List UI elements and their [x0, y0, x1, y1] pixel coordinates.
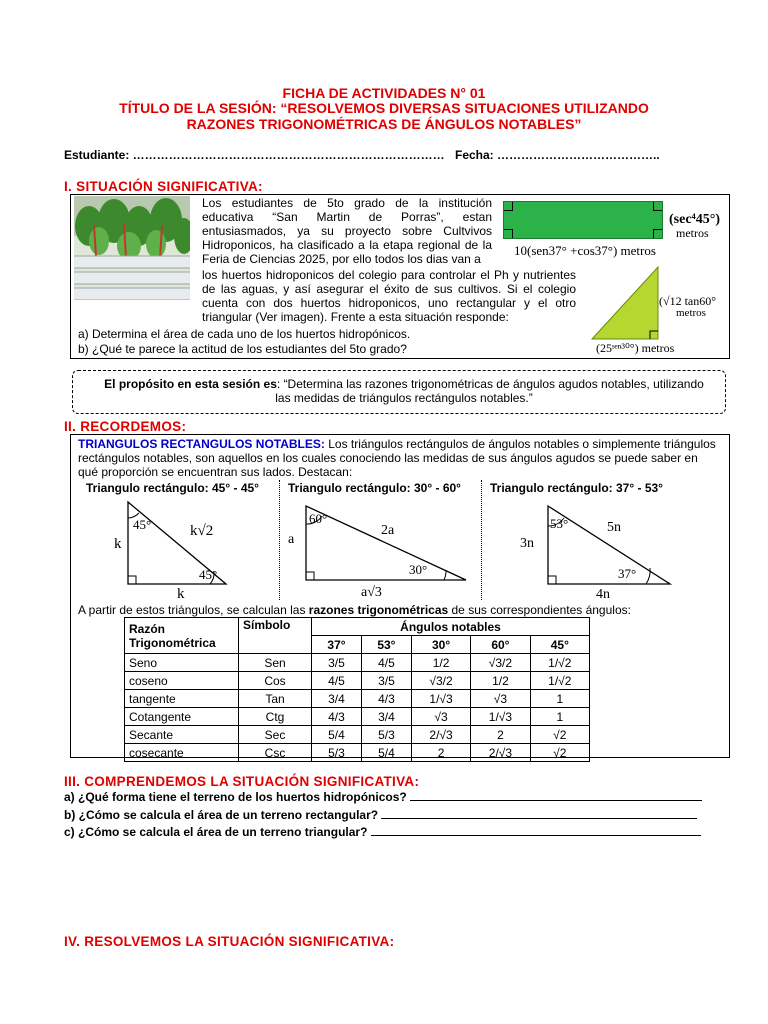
- angle-header: 60°: [471, 636, 530, 654]
- rect-side-unit: metros: [676, 226, 709, 240]
- section-1-title: I. SITUACIÓN SIGNIFICATIVA:: [64, 179, 263, 194]
- tri2-side-bottom: a√3: [361, 585, 382, 600]
- question-c-text: c) ¿Cómo se calcula el área de un terreno triangular?: [64, 825, 368, 839]
- table-row: [125, 654, 590, 672]
- tri-side-unit: metros: [676, 307, 706, 319]
- section-3-title: III. COMPRENDEMOS LA SITUACIÓN SIGNIFICATIVA:: [64, 774, 420, 789]
- tri2-angle-bottom: 30°: [409, 562, 428, 577]
- ratio-value: 1/√3: [471, 708, 530, 726]
- purpose-body: : “Determina las razones trigonométricas de ángulos agudos notables, utilizando las medidas de triángulos rectángulos notables.”: [275, 377, 704, 405]
- tri2-side-left: a: [288, 532, 295, 547]
- student-field: Estudiante: ……………………………………………………………………: [64, 148, 445, 162]
- tri1-hypotenuse: k√2: [190, 523, 214, 539]
- section-4-title: IV. RESOLVEMOS LA SITUACIÓN SIGNIFICATIVA:: [64, 934, 395, 949]
- table-intro-bold: razones trigonométricas: [308, 603, 449, 617]
- tri3-angle-top: 53°: [550, 516, 569, 531]
- angle-header: 53°: [361, 636, 411, 654]
- session-title: TÍTULO DE LA SESIÓN: “RESOLVEMOS DIVERSAS SITUACIONES UTILIZANDO: [119, 100, 649, 116]
- divider: [279, 480, 281, 600]
- tri2-hypotenuse: 2a: [381, 523, 395, 538]
- header-simbolo: Símbolo: [239, 618, 312, 654]
- ratio-value: 3/4: [361, 708, 411, 726]
- table-row: [125, 672, 590, 690]
- rect-side-label: (sec⁴45°): [669, 212, 720, 227]
- notable-triangles-intro: [78, 437, 718, 479]
- ratio-value: 1: [530, 708, 589, 726]
- header-angulos: Ángulos notables: [312, 618, 590, 636]
- ratio-value: √3/2: [471, 654, 530, 672]
- sheet-title: FICHA DE ACTIVIDADES N° 01: [282, 85, 486, 101]
- comprehension-question-c: [64, 825, 701, 839]
- triangle-37-53: [540, 496, 680, 611]
- ratio-value: 1/√2: [530, 672, 589, 690]
- answer-line-c[interactable]: [371, 835, 701, 836]
- table-intro-post: de sus correspondientes ángulos:: [448, 603, 631, 617]
- question-b: b) ¿Qué te parece la actitud de los estudiantes del 5to grado?: [78, 342, 407, 356]
- ratio-name: tangente: [125, 690, 239, 708]
- tri1-angle-bottom: 45°: [199, 567, 218, 582]
- ratio-value: 4/5: [361, 654, 411, 672]
- angle-header: 37°: [312, 636, 362, 654]
- ratio-value: 5/3: [361, 726, 411, 744]
- angle-header: 45°: [530, 636, 589, 654]
- ratio-value: 3/5: [312, 654, 362, 672]
- answer-line-a[interactable]: [410, 800, 702, 801]
- ratio-symbol: Ctg: [239, 708, 312, 726]
- ratio-name: cosecante: [125, 744, 239, 762]
- ratio-value: 4/3: [312, 708, 362, 726]
- tri-37-53-title: Triangulo rectángulo: 37° - 53°: [490, 481, 663, 495]
- ratio-value: √3: [471, 690, 530, 708]
- tri-side-label: (√12 tan60°: [659, 294, 717, 308]
- ratio-value: 3/5: [361, 672, 411, 690]
- ratio-symbol: Csc: [239, 744, 312, 762]
- notable-triangles-heading: TRIANGULOS RECTANGULOS NOTABLES:: [78, 437, 325, 451]
- question-a-text: a) ¿Qué forma tiene el terreno de los huertos hidropónicos?: [64, 790, 407, 804]
- ratio-value: 1/√2: [530, 654, 589, 672]
- ratio-value: 1/√3: [411, 690, 470, 708]
- tri1-angle-top: 45°: [133, 517, 152, 532]
- tri3-side-bottom: 4n: [596, 587, 610, 602]
- table-row: [125, 726, 590, 744]
- ratio-value: 2/√3: [471, 744, 530, 762]
- trig-ratios-table: [124, 617, 590, 762]
- ratio-symbol: Sen: [239, 654, 312, 672]
- tri-45-title: Triangulo rectángulo: 45° - 45°: [86, 481, 259, 495]
- rect-base-label: 10(sen37° +cos37°) metros: [514, 243, 656, 258]
- ratio-value: 1: [530, 690, 589, 708]
- ratio-value: 5/3: [312, 744, 362, 762]
- tri3-angle-bottom: 37°: [618, 566, 637, 581]
- ratio-symbol: Sec: [239, 726, 312, 744]
- session-title-cont: RAZONES TRIGONOMÉTRICAS DE ÁNGULOS NOTABLES”: [186, 116, 582, 132]
- ratio-name: Cotangente: [125, 708, 239, 726]
- rectangular-garden: [503, 201, 663, 239]
- ratio-value: 5/4: [361, 744, 411, 762]
- tri-30-60-title: Triangulo rectángulo: 30° - 60°: [288, 481, 461, 495]
- ratio-value: 4/5: [312, 672, 362, 690]
- ratio-name: Secante: [125, 726, 239, 744]
- divider: [481, 480, 483, 600]
- comprehension-question-b: [64, 808, 697, 822]
- table-intro-pre: A partir de estos triángulos, se calculan las: [78, 603, 309, 617]
- question-b-text: b) ¿Cómo se calcula el área de un terreno rectangular?: [64, 808, 379, 822]
- angle-header: 30°: [411, 636, 470, 654]
- purpose-text: [96, 377, 712, 405]
- ratio-symbol: Tan: [239, 690, 312, 708]
- ratio-value: 2: [471, 726, 530, 744]
- tri3-side-left: 3n: [520, 536, 534, 551]
- comprehension-question-a: [64, 790, 702, 804]
- ratio-name: Seno: [125, 654, 239, 672]
- ratio-value: 2/√3: [411, 726, 470, 744]
- header-razon: Razón Trigonométrica: [125, 618, 239, 654]
- hydroponics-photo: [74, 196, 190, 300]
- ratio-value: 1/2: [471, 672, 530, 690]
- tri1-side-bottom: k: [177, 586, 185, 602]
- section-2-title: II. RECORDEMOS:: [64, 419, 187, 434]
- purpose-label: El propósito en esta sesión es: [104, 377, 277, 391]
- tri2-angle-top: 60°: [309, 511, 328, 526]
- ratio-value: 3/4: [312, 690, 362, 708]
- ratio-value: √3/2: [411, 672, 470, 690]
- tri-base-label: (25ˢᵉⁿ³⁰°) metros: [596, 341, 675, 355]
- ratio-value: 4/3: [361, 690, 411, 708]
- ratio-value: 5/4: [312, 726, 362, 744]
- situation-text-top: Los estudiantes de 5to grado de la institución educativa “San Martin de Porras”, estan entusiasmados, ya su proyecto sobre Cultvivos Hidroponicos, ha clasificado a la etapa regional de la Feria de Ciencias 2025, por ello todos los dias van a: [202, 196, 492, 266]
- ratio-value: 2: [411, 744, 470, 762]
- tri3-hypotenuse: 5n: [607, 520, 621, 535]
- situation-text-bottom: los huertos hidroponicos del colegio para controlar el Ph y nutrientes de las aguas, y así asegurar el éxito de sus cultivos. Si el colegio cuenta con dos huertos hidroponicos, uno rectangular y el otro triangular (Ver imagen). Frente a esta situación responde:: [202, 268, 576, 324]
- ratio-symbol: Cos: [239, 672, 312, 690]
- ratio-value: √2: [530, 744, 589, 762]
- ratio-name: coseno: [125, 672, 239, 690]
- notable-triangles-body: Los triángulos rectángulos de ángulos notables o simplemente triángulos rectángulos notables, son aquellos en los cuales conociendo las medidas de sus ángulos agudos se puede saber en qué proporción se encuentran sus lados. Destacan:: [78, 437, 716, 479]
- triangular-garden: [590, 265, 662, 346]
- answer-line-b[interactable]: [381, 818, 697, 819]
- table-intro: [78, 603, 631, 617]
- table-row: [125, 690, 590, 708]
- question-a: a) Determina el área de cada uno de los huertos hidropónicos.: [78, 327, 411, 341]
- tri1-side-left: k: [114, 536, 122, 552]
- date-field: Fecha: …………………………………..: [455, 148, 660, 162]
- ratio-value: √3: [411, 708, 470, 726]
- table-row: [125, 744, 590, 762]
- ratio-value: √2: [530, 726, 589, 744]
- table-row: [125, 708, 590, 726]
- ratio-value: 1/2: [411, 654, 470, 672]
